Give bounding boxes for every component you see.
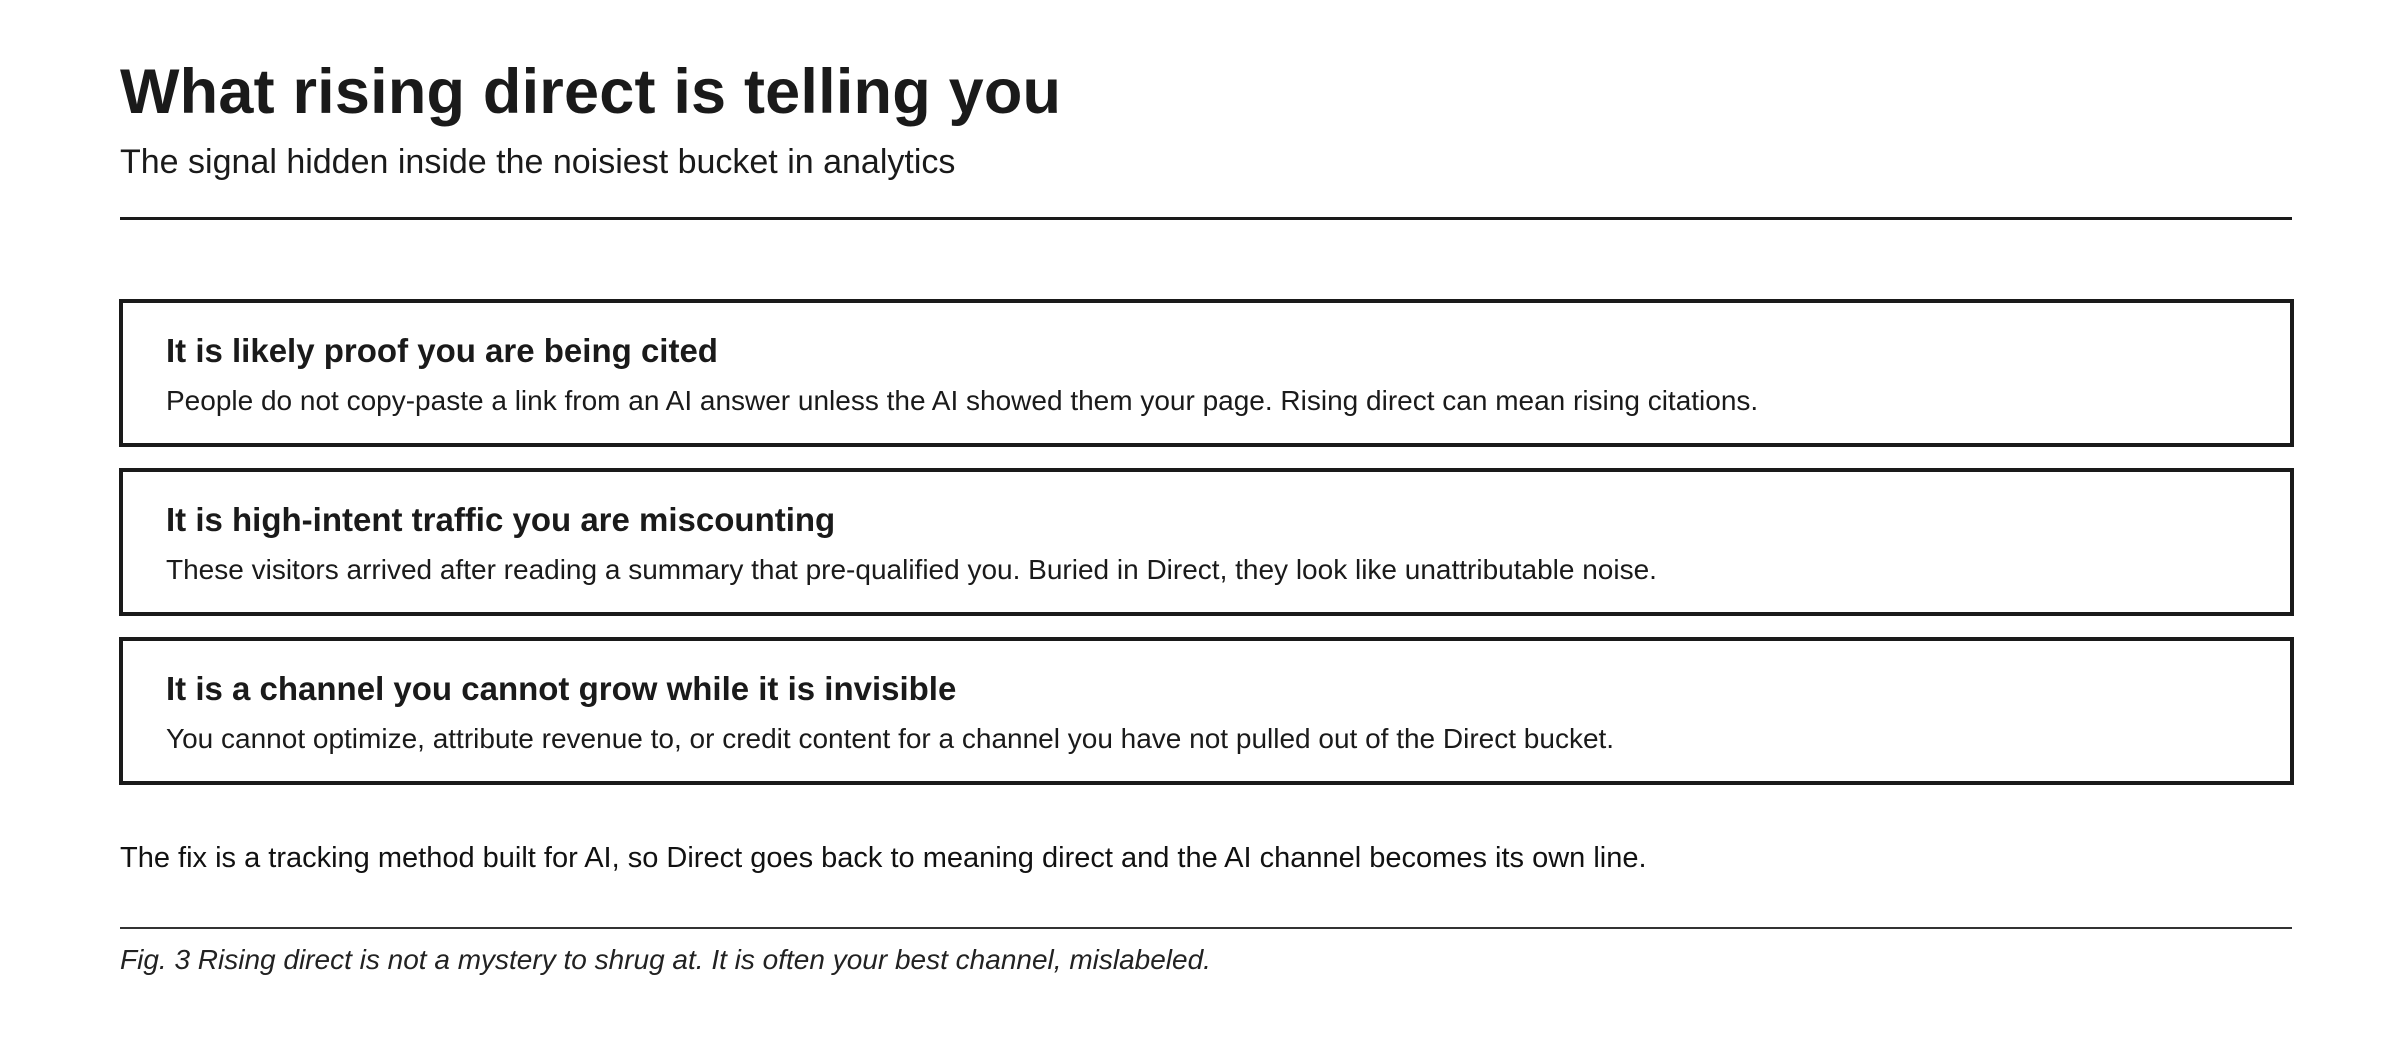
- insight-card-body: People do not copy-paste a link from an AI answer unless the AI showed them your page. Rising direct can mean rising citations.: [166, 384, 1759, 416]
- insight-card-body: You cannot optimize, attribute revenue to, or credit content for a channel you have not pulled out of the Direct bucket.: [166, 722, 1615, 754]
- insight-card-body: These visitors arrived after reading a summary that pre-qualified you. Buried in Direct, they look like unattributable noise.: [166, 553, 1657, 585]
- header-divider: [120, 217, 2292, 220]
- insight-card-list: [119, 299, 2294, 806]
- page-title: What rising direct is telling you: [120, 57, 1062, 127]
- insight-card-high-intent: [119, 468, 2294, 616]
- caption-divider: [120, 927, 2292, 929]
- insight-card-invisible-channel: [119, 637, 2294, 785]
- insight-card-cited: [119, 299, 2294, 447]
- insight-card-title: It is likely proof you are being cited: [166, 332, 718, 369]
- figure-caption: Fig. 3 Rising direct is not a mystery to shrug at. It is often your best channel, mislabeled.: [120, 944, 1211, 975]
- page-subtitle: The signal hidden inside the noisiest bucket in analytics: [120, 143, 956, 181]
- conclusion-text: The fix is a tracking method built for AI, so Direct goes back to meaning direct and the AI channel becomes its own line.: [120, 842, 1647, 874]
- insight-card-title: It is a channel you cannot grow while it is invisible: [166, 670, 957, 707]
- insight-card-title: It is high-intent traffic you are miscounting: [166, 501, 836, 538]
